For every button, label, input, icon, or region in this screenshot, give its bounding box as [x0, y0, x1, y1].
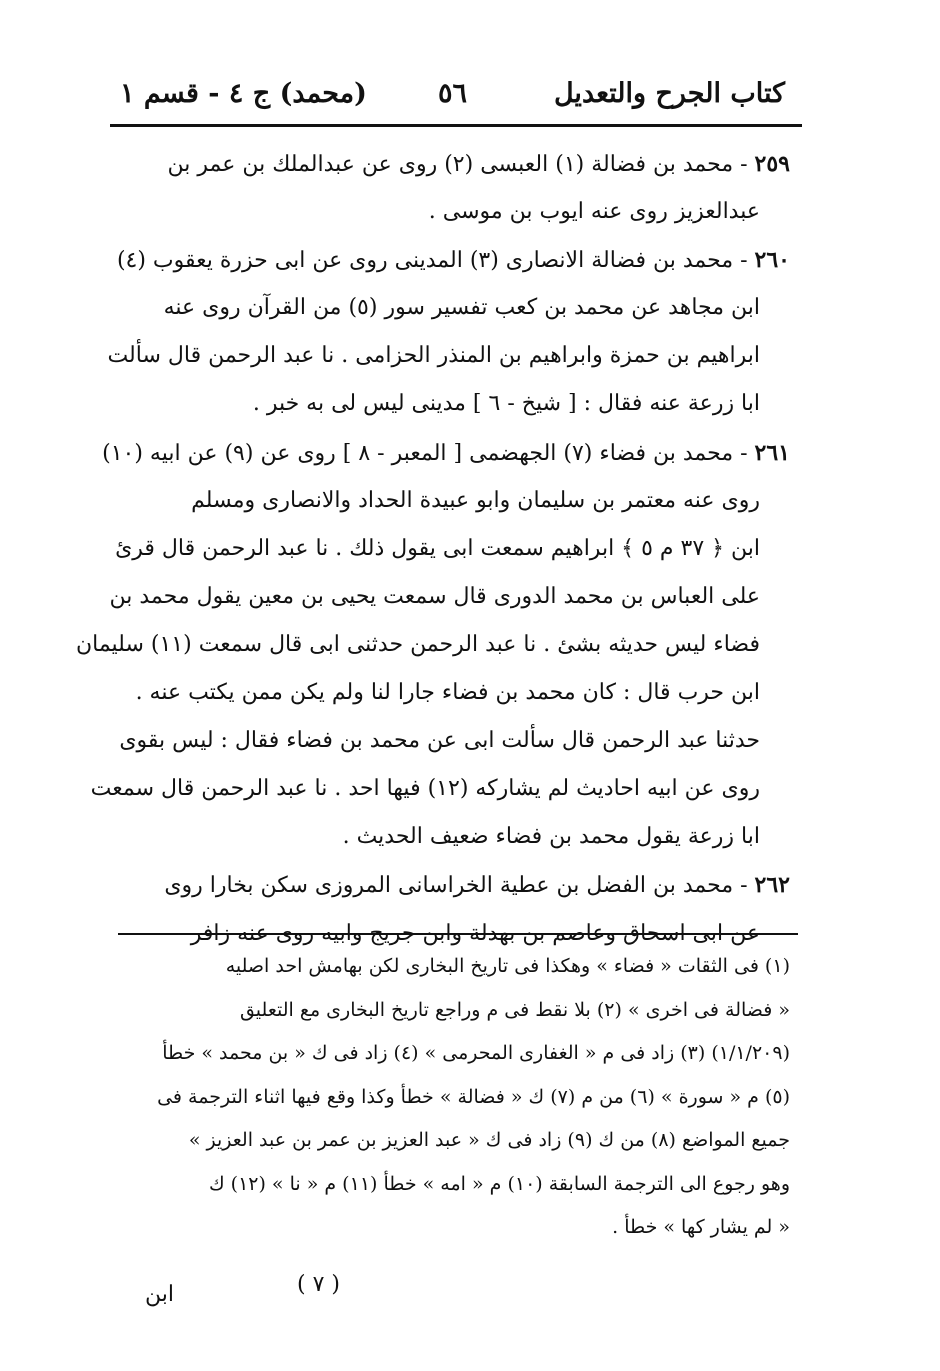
text-line: ٢٥٩ - محمد بن فضالة (١) العبسى (٢) روى عن عبدالملك بن عمر بن — [167, 151, 790, 177]
main-text — [75, 140, 790, 958]
footnote-line: « لم يشار كها » خطأ . — [612, 1216, 790, 1238]
text-line: حدثنا عبد الرحمن قال سألت ابى عن محمد بن فضاء فقال : ليس بقوى — [119, 728, 760, 754]
text-line: روى عنه معتمر بن سليمان وابو عبيدة الحداد والانصارى ومسلم — [191, 487, 760, 513]
text-line: ابا زرعة يقول محمد بن فضاء ضعيف الحديث . — [342, 824, 760, 850]
footnote-line: « فضالة فى اخرى » (٢) بلا نقط فى م وراجع تاريخ البخارى مع التعليق — [239, 998, 790, 1021]
text-line: ابا زرعة عنه فقال : [ شيخ - ٦ ] مدينى ليس لى به خبر . — [252, 391, 760, 417]
catchword: ابن — [145, 1282, 174, 1307]
text-line: روى عن ابيه احاديث لم يشاركه (١٢) فيها احد . نا عبد الرحمن قال سمعت — [90, 776, 760, 802]
text-line: عبدالعزيز روى عنه ايوب بن موسى . — [428, 199, 760, 225]
text-line: ٢٦٢ - محمد بن الفضل بن عطية الخراسانى المروزى سكن بخارا روى — [164, 872, 790, 899]
signature-mark: ( ٧ ) — [297, 1272, 340, 1297]
text-line: على العباس بن محمد الدورى قال سمعت يحيى بن معين يقول محمد بن — [109, 583, 760, 609]
text-line: ٢٦٠ - محمد بن فضالة الانصارى (٣) المدينى روى عن ابى حزرة يعقوب (٤) — [116, 247, 790, 274]
footnotes — [128, 945, 790, 1250]
text-line: ابن ﴿ ٣٧ م ٥ ﴾ ابراهيم سمعت ابى يقول ذلك . نا عبد الرحمن قال قرئ — [115, 535, 760, 561]
text-line: فضاء ليس حديثه بشئ . نا عبد الرحمن حدثنى ابى قال سمعت (١١) سليمان — [75, 631, 760, 657]
text-line: عن ابى اسحاق وعاصم بن بهدلة وابن جريج وابيه روى عنه زافر — [190, 920, 760, 946]
footnote-line: وهو رجوع الى الترجمة السابقة (١٠) م « امه » خطأ (١١) م « نا » (١٢) ك — [208, 1172, 790, 1195]
running-header — [120, 72, 785, 118]
page-number: ٥٦ — [437, 78, 468, 109]
footnote-line: (١/١/٢٠٩) (٣) زاد فى م « الغفارى المحرمى » (٤) زاد فى ك « بن محمد » خطأ — [162, 1042, 790, 1064]
entry-number: ٢٦٠ — [754, 247, 790, 274]
entry-number: ٢٦١ — [754, 439, 790, 466]
book-title: كتاب الجرح والتعديل — [553, 78, 785, 109]
page-footer — [140, 1272, 340, 1312]
footnote-rule — [118, 933, 798, 935]
text-line: ابن مجاهد عن محمد بن كعب تفسير سور (٥) من القرآن روى عنه — [163, 295, 760, 321]
footnote-line: (١) فى الثقات « فضاء » وهكذا فى تاريخ البخارى لكن بهامش احد اصليه — [225, 955, 790, 977]
entry-number: ٢٥٩ — [754, 151, 790, 177]
footnote-line: جميع المواضع (٨) من ك (٩) زاد فى ك « عبد العزيز بن عمر بن عبد العزيز » — [188, 1129, 790, 1151]
entry-number: ٢٦٢ — [754, 872, 790, 899]
header-rule — [110, 124, 802, 127]
section-label: (محمد) ج ٤ - قسم ١ — [120, 78, 367, 109]
text-line: ٢٦١ - محمد بن فضاء (٧) الجهضمى [ المعبر - ٨ ] روى عن (٩) عن ابيه (١٠) — [102, 439, 790, 466]
text-line: ابراهيم بن حمزة وابراهيم بن المنذر الحزامى . نا عبد الرحمن قال سألت — [107, 343, 760, 369]
footnote-line: (٥) م « سورة » (٦) من م (٧) ك « فضالة » خطأ وكذا وقع فيها اثناء الترجمة فى — [157, 1085, 790, 1108]
text-line: ابن حرب قال : كان محمد بن فضاء جارا لنا ولم يكن ممن يكتب عنه . — [135, 680, 760, 706]
